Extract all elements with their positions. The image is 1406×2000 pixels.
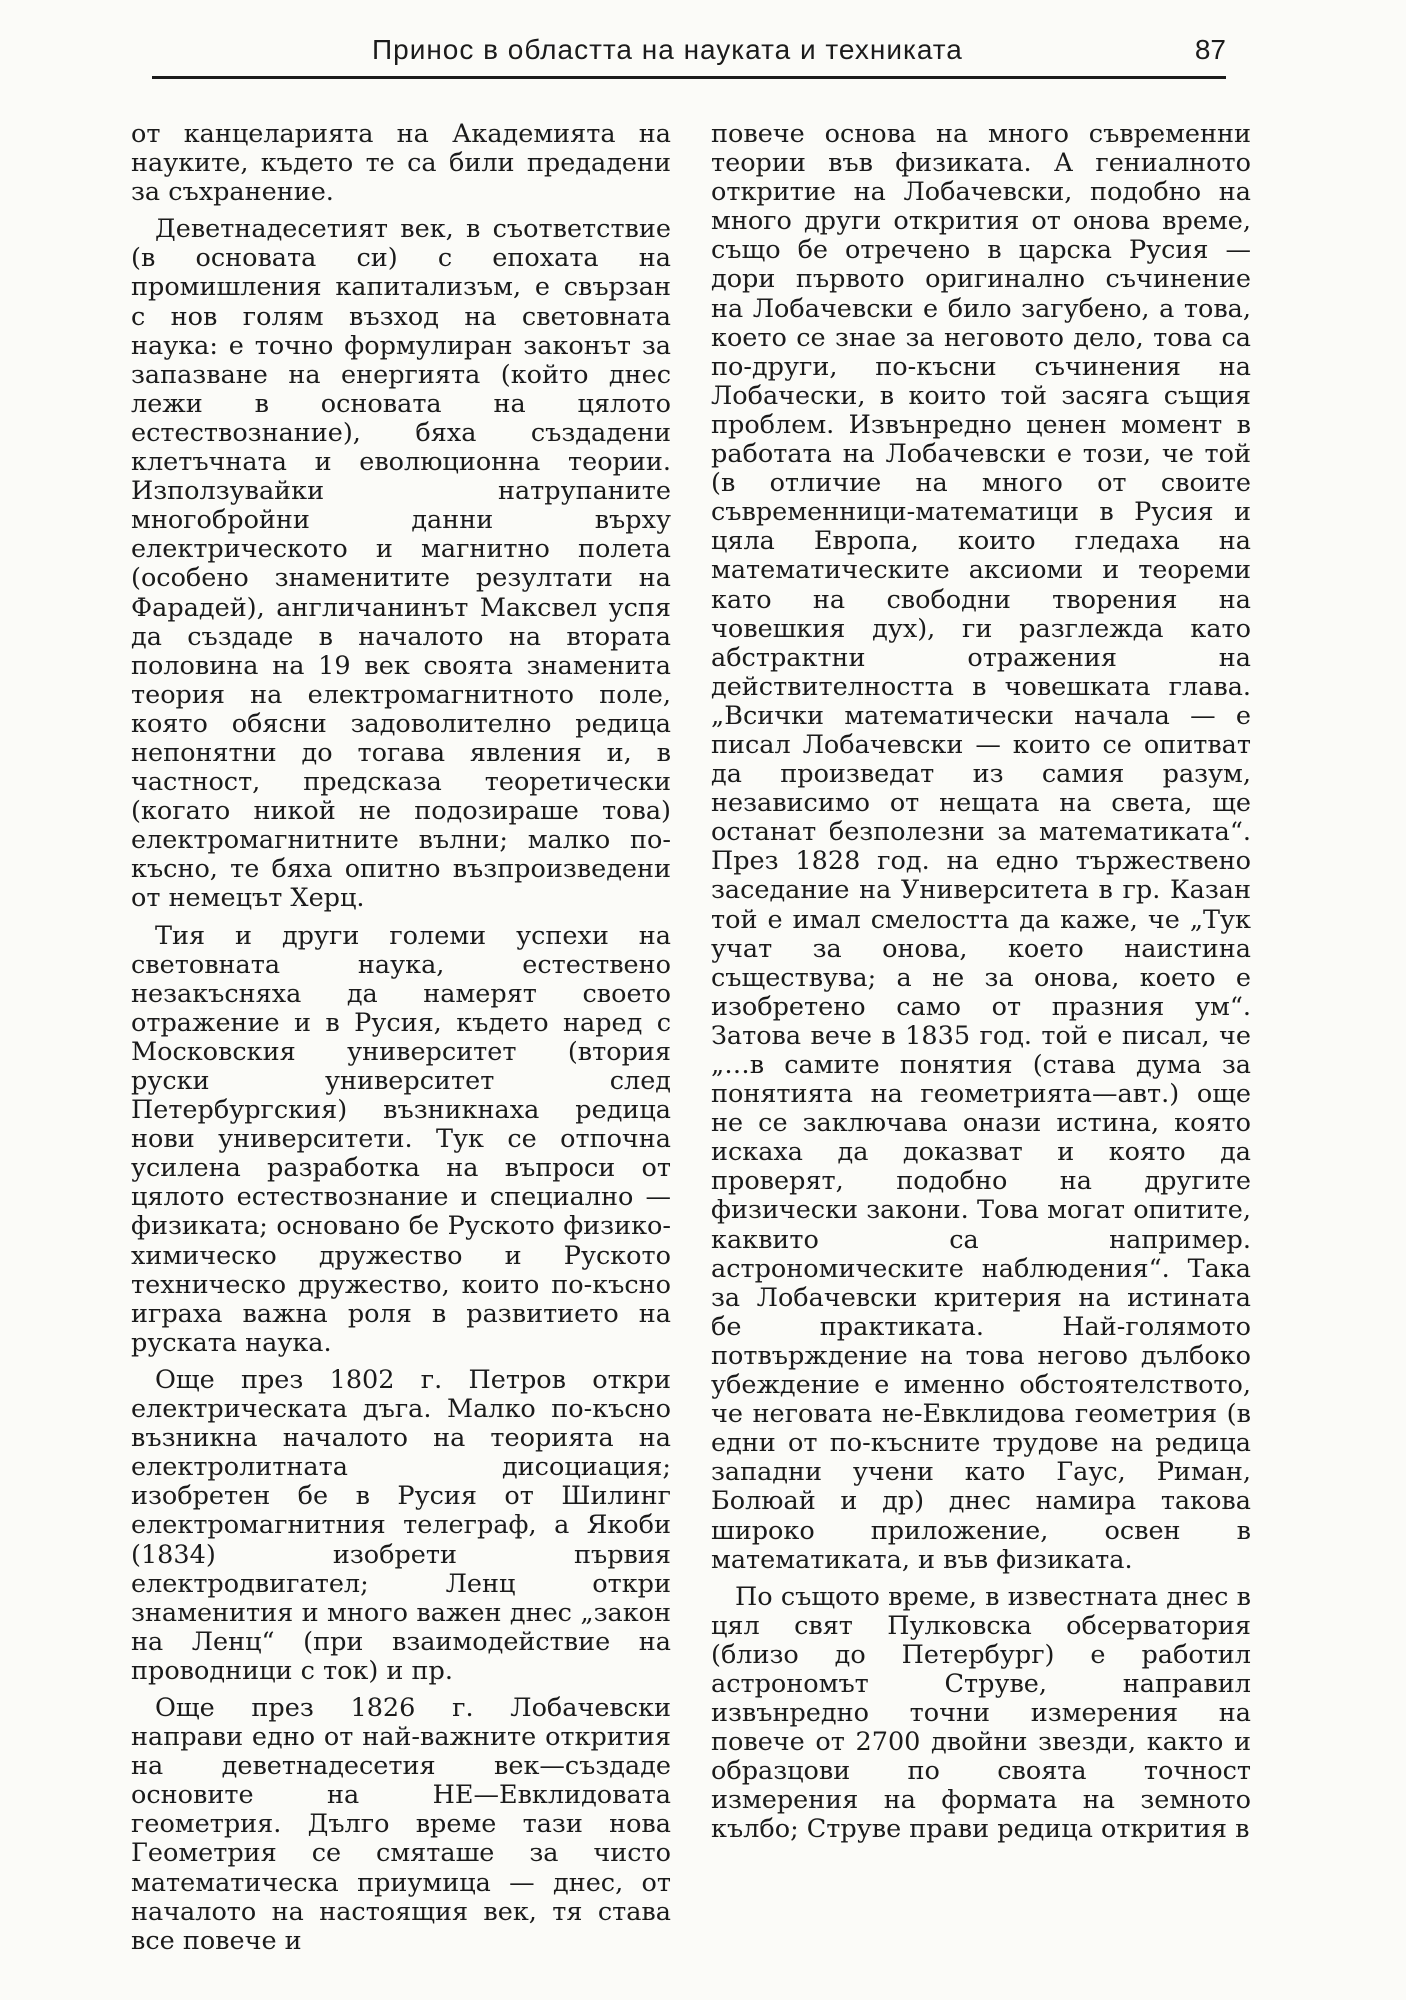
paragraph-lobachevsky-work: повече основа на много съвременни теории във физиката. А гениалното откритие на Лобачевски, подобно на много други открития от онова време, също бе отречено в царска Русия — дори първото оригинално съчинение на Лобачевски е било загубено, а това, което се знае за неговото дело, това са по-други, по-късни съчинения на Лобачески, в които той засяга същия проблем. Извънредно ценен момент в работата на Лобачевски е този, че той (в отличие на много от своите съвременници-математици в Русия и цяла Европа, които гледаха на математическите аксиоми и теореми като на свободни творения на човешкия дух), ги разглежда като абстрактни отражения на действителността в човешката глава. „Всички математически начала — е писал Лобачевски — които се опитват да произведат из самия разум, независимо от нещата на света, ще останат безполезни за математиката“. През 1828 год. на едно тържествено заседание на Университета в гр. Казан той е имал смелостта да каже, че „Тук учат за онова, което наистина съществува; а не за онова, което е изобретено само от празния ум“. Затова вече в 1835 год. той е писал, че „…в самите понятия (става дума за понятията на геометрията—авт.) още не се заключава онази истина, която искаха да доказват и която да проверят, подобно на другите физически закони. Това могат опитите, каквито са например. астрономическите наблюдения“. Така за Лобачевски критерия на истината бе практиката. Най-голямото потвърждение на това негово дълбоко убеждение е именно обстоятелството, че неговата не-Евклидова геометрия (в едни от по-късните трудове на редица западни учени като Гаус, Риман, Болюай и др) днес намира такова широко приложение, освен в математиката, и във физиката. — [711, 119, 1251, 1575]
left-column — [131, 120, 671, 1964]
paragraph-academy-archive: от канцеларията на Академията на науките, където те са били предадени за съхранение. — [131, 119, 671, 208]
running-title: Принос в областта на науката и техниката — [372, 34, 963, 65]
paragraph-lobachevsky-geometry: Още през 1826 г. Лобачевски направи едно от най-важните открития на деветнадесетия век—създаде основите на НЕ—Евклидовата геометрия. Дълго време тази нова Геометрия се смяташе за чисто математическа приумица — днес, от началото на настоящия век, тя става все повече и — [131, 1692, 671, 1956]
paragraph-russian-universities: Тия и други големи успехи на световната наука, естествено незакъсняха да намерят своето отражение и в Русия, където наред с Московския университет (втория руски университет след Петербургския) възникнаха редица нови университети. Тук се отпочна усилена разработка на въпроси от цялото естествознание и специално — физиката; основано бе Руското физико-химическо дружество и Руското техническо дружество, които по-късно играха важна роля в развитието на руската наука. — [131, 920, 671, 1358]
right-column — [711, 120, 1251, 1853]
running-header — [152, 30, 1226, 80]
paragraph-pulkovo-observatory: По същото време, в известната днес в цял свят Пулковска обсерватория (близо до Петербург) е работил астрономът Струве, направил извънредно точни измерения на повече от 2700 двойни звезди, както и образцови по своята точност измерения на формата на земното кълбо; Струве прави редица открития в — [711, 1581, 1251, 1845]
paragraph-petrov-discoveries: Още през 1802 г. Петров откри електрическата дъга. Малко по-късно възникна началото на теорията на електролитната дисоциация; изобретен бе в Русия от Шилинг електромагнитния телеграф, а Якоби (1834) изобрети първия електродвигател; Ленц откри знаменития и много важен днес „закон на Ленц“ (при взаимодействие на проводници с ток) и пр. — [131, 1364, 671, 1686]
paragraph-nineteenth-century: Деветнадесетият век, в съответствие (в основата си) с епохата на промишления капитализъм, е свързан с нов голям възход на световната наука: е точно формулиран законът за запазване на енергията (който днес лежи в основата на цялото естествознание), бяха създадени клетъчната и еволюционна теории. Използувайки натрупаните многобройни данни върху електрическото и магнитно полета (особено знаменитите резултати на Фарадей), англичанинът Максвел успя да създаде в началото на втората половина на 19 век своята знаменита теория на електромагнитното поле, която обясни задоволително редица непонятни до тогава явления и, в частност, предсказа теоретически (когато никой не подозираше това) електромагнитните вълни; малко по-късно, те бяха опитно възпроизведени от немецът Херц. — [131, 214, 671, 914]
header-rule — [152, 76, 1226, 79]
page-number: 87 — [1194, 34, 1226, 65]
